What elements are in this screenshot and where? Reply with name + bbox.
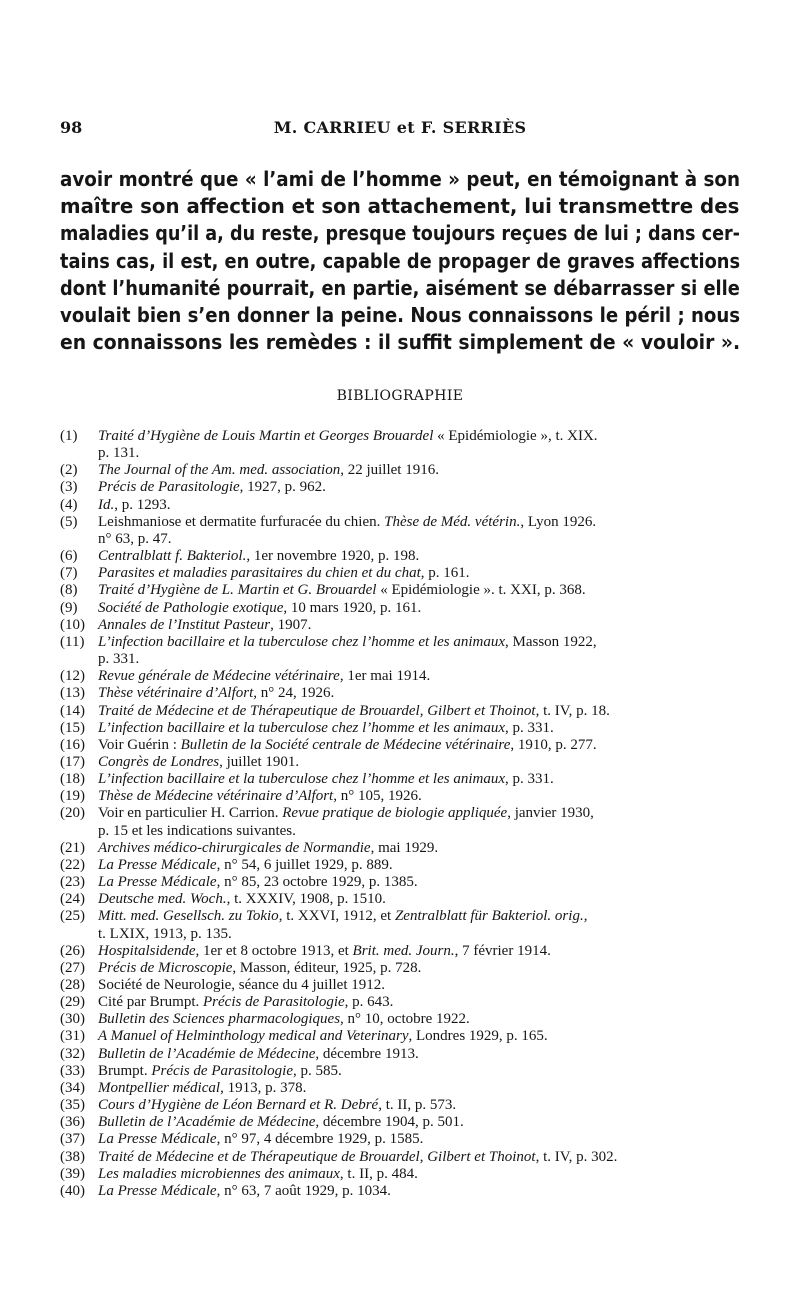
reference-line [98,805,770,822]
bibliography-entry [60,1011,770,1028]
reference-detail: , 1907. [270,616,312,633]
reference-line [98,1166,770,1183]
bibliography-list [60,428,770,1200]
reference-detail: , p. 161. [420,565,470,582]
reference-line [98,1131,770,1148]
reference-detail: Brumpt. [98,1062,152,1079]
bibliography-entry [60,428,770,462]
reference-title: L’infection bacillaire et la tuberculose chez l’homme et les animaux [98,771,505,788]
bibliography-entry [60,737,770,754]
bibliography-entry [60,1131,770,1148]
reference-title: Cours d’Hygiène de Léon Bernard et R. Debré [98,1097,379,1114]
reference-title: A Manuel of Helminthology medical and Veterinary [98,1028,409,1045]
reference-number: (5) [60,513,78,530]
reference-detail: , p. 1293. [114,496,171,513]
reference-detail: t. LXIX, 1913, p. 135. [98,925,232,942]
reference-detail: , 7 février 1914. [454,942,551,959]
reference-detail: , n° 24, 1926. [253,685,335,702]
reference-title: Brit. med. Journ. [352,942,455,959]
reference-title: L’infection bacillaire et la tuberculose chez l’homme et les animaux [98,719,505,736]
bibliography-entry [60,1183,770,1200]
reference-detail: , Lyon 1926. [520,513,597,530]
bibliography-entry [60,1166,770,1183]
bibliography-entry [60,805,770,839]
reference-title: L’infection bacillaire et la tuberculose chez l’homme et les animaux [98,633,505,650]
reference-number: (37) [60,1131,85,1148]
reference-line [98,908,770,925]
bibliography-entry [60,479,770,496]
reference-number: (4) [60,496,78,513]
reference-detail: , n° 10, octobre 1922. [340,1011,470,1028]
reference-line [98,462,770,479]
reference-detail: , t. II, p. 484. [339,1165,418,1182]
reference-number: (36) [60,1114,85,1131]
reference-detail: , t. XXXIV, 1908, p. 1510. [226,891,386,908]
reference-title: Hospitalsidende [98,942,196,959]
reference-title: Précis de Parasitologie [98,479,240,496]
reference-line [98,514,770,531]
reference-line [98,771,770,788]
reference-number: (11) [60,633,85,650]
bibliography-entry [60,600,770,617]
reference-continuation-line [98,531,770,548]
bibliography-entry [60,514,770,548]
reference-number: (8) [60,582,78,599]
running-title: M. CARRIEU et F. SERRIÈS [273,118,527,137]
reference-detail: Cité par Brumpt. [98,994,203,1011]
reference-line [98,548,770,565]
reference-detail: , Masson, éditeur, 1925, p. 728. [232,959,422,976]
reference-line [98,1080,770,1097]
body-line: voulait bien s’en donner la peine. Nous connaissons le péril ; nous [60,303,741,328]
reference-line [98,960,770,977]
reference-title: Précis de Parasitologie [151,1062,293,1079]
reference-detail: , n° 97, 4 décembre 1929, p. 1585. [216,1131,424,1148]
reference-detail: , Masson 1922, [505,633,597,650]
reference-detail: , décembre 1904, p. 501. [315,1114,464,1131]
reference-line [98,1063,770,1080]
reference-number: (10) [60,616,85,633]
reference-line [98,754,770,771]
reference-title: Traité de Médecine et de Thérapeutique de Brouardel, Gilbert et Thoinot [98,1148,536,1165]
reference-detail: , [583,908,588,925]
reference-number: (34) [60,1079,85,1096]
reference-detail: p. 331. [98,651,140,668]
bibliography-entry [60,994,770,1011]
reference-line [98,1097,770,1114]
reference-title: Thèse vétérinaire d’Alfort [98,685,254,702]
reference-detail: Société de Neurologie, séance du 4 juillet 1912. [98,977,385,993]
bibliography-entry [60,1114,770,1131]
reference-line [98,565,770,582]
reference-detail: p. 131. [98,445,140,462]
reference-line [98,977,770,994]
bibliography-entry [60,788,770,805]
bibliography-entry [60,668,770,685]
reference-detail: , n° 105, 1926. [333,788,422,805]
reference-title: La Presse Médicale [98,1131,217,1148]
reference-line [98,479,770,496]
reference-detail: Voir Guérin : [98,736,181,753]
reference-number: (35) [60,1097,85,1114]
reference-line [98,582,770,599]
reference-detail: , mai 1929. [370,839,439,856]
reference-line [98,497,770,514]
reference-detail: , p. 331. [505,771,554,788]
bibliography-entry [60,1028,770,1045]
reference-number: (7) [60,565,78,582]
reference-title: Deutsche med. Woch. [98,891,227,908]
reference-continuation-line [98,651,770,668]
body-line: maladies qu’il a, du reste, presque toujours reçues de lui ; dans cer- [60,221,740,246]
reference-title: Annales de l’Institut Pasteur [98,616,271,633]
body-line: maître son affection et son attachement, lui transmettre des [60,194,740,219]
running-header [60,118,740,142]
reference-line [98,943,770,960]
reference-title: Mitt. med. Gesellsch. zu Tokio [98,908,279,925]
reference-title: The Journal of the Am. med. association [98,462,341,479]
body-line: avoir montré que « l’ami de l’homme » peut, en témoignant à son [60,167,741,191]
page-number: 98 [60,118,83,137]
reference-line [98,1149,770,1166]
reference-title: Archives médico-chirurgicales de Normandie [98,839,371,856]
reference-line [98,1028,770,1045]
reference-number: (19) [60,788,85,805]
reference-line [98,703,770,720]
reference-title: Id. [98,496,115,513]
reference-line [98,634,770,651]
reference-line [98,1114,770,1131]
reference-number: (22) [60,856,85,873]
reference-continuation-line [98,926,770,943]
reference-line [98,788,770,805]
reference-title: Bulletin de la Société centrale de Médecine vétérinaire [180,736,511,753]
reference-number: (12) [60,668,85,685]
reference-number: (21) [60,839,85,856]
reference-line [98,428,770,445]
reference-title: La Presse Médicale [98,856,217,873]
reference-number: (1) [60,428,78,444]
reference-title: Bulletin des Sciences pharmacologiques [98,1011,341,1028]
reference-number: (27) [60,959,85,976]
bibliography-entry [60,703,770,720]
bibliography-entry [60,1063,770,1080]
reference-number: (17) [60,753,85,770]
reference-number: (39) [60,1165,85,1182]
reference-number: (15) [60,719,85,736]
reference-number: (38) [60,1148,85,1165]
reference-detail: , 1910, p. 277. [510,736,597,753]
reference-number: (25) [60,908,85,925]
reference-detail: , juillet 1901. [219,753,300,770]
reference-line [98,617,770,634]
bibliography-entry [60,634,770,668]
bibliography-entry [60,462,770,479]
reference-line [98,840,770,857]
reference-line [98,685,770,702]
reference-number: (29) [60,994,85,1011]
reference-title: Traité d’Hygiène de Louis Martin et Georges Brouardel [98,428,434,444]
reference-line [98,891,770,908]
reference-line [98,720,770,737]
reference-number: (6) [60,548,78,565]
bibliography-entry [60,548,770,565]
reference-title: Bulletin de l’Académie de Médecine [98,1045,316,1062]
reference-detail: , t. XXVI, 1912, et [278,908,395,925]
reference-line [98,600,770,617]
reference-line [98,1183,770,1200]
reference-title: Précis de Microscopie [98,959,233,976]
reference-detail: , t. IV, p. 18. [535,702,610,719]
reference-line [98,857,770,874]
reference-title: Traité d’Hygiène de L. Martin et G. Brouardel [98,582,377,599]
bibliography-entry [60,857,770,874]
reference-line [98,994,770,1011]
reference-number: (3) [60,479,78,496]
reference-line [98,1011,770,1028]
reference-detail: , n° 63, 7 août 1929, p. 1034. [216,1182,391,1199]
reference-continuation-line [98,823,770,840]
reference-detail: Leishmaniose et dermatite furfuracée du chien. [98,513,385,530]
reference-number: (13) [60,685,85,702]
reference-detail: , 1913, p. 378. [220,1079,307,1096]
reference-detail: , 1927, p. 962. [239,479,326,496]
body-paragraph [60,166,740,356]
reference-detail: p. 15 et les indications suivantes. [98,822,296,839]
reference-title: Thèse de Médecine vétérinaire d’Alfort [98,788,334,805]
reference-detail: , p. 585. [293,1062,342,1079]
reference-detail: « Epidémiologie ». t. XXI, p. 368. [376,582,586,599]
reference-number: (30) [60,1011,85,1028]
reference-number: (9) [60,599,78,616]
reference-detail: , p. 331. [505,719,554,736]
reference-title: La Presse Médicale [98,874,217,891]
bibliography-entry [60,685,770,702]
bibliography-entry [60,771,770,788]
reference-number: (16) [60,736,85,753]
bibliography-entry [60,565,770,582]
bibliography-entry [60,840,770,857]
reference-line [98,668,770,685]
reference-continuation-line [98,445,770,462]
reference-number: (40) [60,1182,85,1199]
reference-title: Centralblatt f. Bakteriol. [98,548,247,565]
body-line: dont l’humanité pourrait, en partie, aisément se débarrasser si elle [60,275,740,300]
bibliography-entry [60,1080,770,1097]
bibliography-entry [60,874,770,891]
reference-title: Parasites et maladies parasitaires du chien et du chat [98,565,421,582]
reference-detail: , 10 mars 1920, p. 161. [283,599,422,616]
bibliography-entry [60,497,770,514]
bibliography-entry [60,1046,770,1063]
reference-detail: , 1er et 8 octobre 1913, et [195,942,353,959]
body-line: tains cas, il est, en outre, capable de propager de graves affections [60,248,741,273]
reference-detail: , n° 85, 23 octobre 1929, p. 1385. [216,874,418,891]
bibliography-entry [60,720,770,737]
reference-detail: , t. II, p. 573. [378,1097,457,1114]
reference-title: Revue générale de Médecine vétérinaire [98,668,340,685]
bibliography-entry [60,582,770,599]
bibliography-heading: BIBLIOGRAPHIE [336,388,464,404]
reference-number: (33) [60,1062,85,1079]
reference-number: (32) [60,1045,85,1062]
reference-title: Congrès de Londres [98,753,220,770]
reference-detail: , Londres 1929, p. 165. [408,1028,548,1045]
bibliography-entry [60,977,770,994]
reference-number: (2) [60,462,78,479]
bibliography-entry [60,943,770,960]
reference-detail: Voir en particulier H. Carrion. [98,805,283,822]
reference-number: (31) [60,1028,85,1045]
reference-detail: , 1er novembre 1920, p. 198. [246,548,420,565]
reference-title: Traité de Médecine et de Thérapeutique de Brouardel, Gilbert et Thoinot [98,702,536,719]
reference-title: Revue pratique de biologie appliquée [282,805,508,822]
reference-number: (23) [60,874,85,891]
reference-title: Les maladies microbiennes des animaux [98,1165,340,1182]
reference-number: (18) [60,771,85,788]
reference-number: (14) [60,702,85,719]
reference-title: Montpellier médical [98,1079,221,1096]
reference-detail: , t. IV, p. 302. [535,1148,618,1165]
reference-title: La Presse Médicale [98,1182,217,1199]
bibliography-entry [60,754,770,771]
reference-title: Thèse de Méd. vétérin. [384,513,521,530]
reference-detail: n° 63, p. 47. [98,530,172,547]
body-line: en connaissons les remèdes : il suffit simplement de « vouloir ». [60,330,741,355]
bibliography-entry [60,1149,770,1166]
bibliography-entry [60,1097,770,1114]
bibliography-entry [60,891,770,908]
reference-title: Bulletin de l’Académie de Médecine [98,1114,316,1131]
reference-number: (20) [60,805,85,822]
bibliography-entry [60,960,770,977]
reference-title: Société de Pathologie exotique [98,599,284,616]
reference-detail: , janvier 1930, [507,805,594,822]
reference-detail: , p. 643. [344,994,394,1011]
reference-line [98,874,770,891]
reference-detail: « Epidémiologie », t. XIX. [433,428,598,444]
reference-detail: , 1er mai 1914. [339,668,431,685]
reference-number: (28) [60,977,85,993]
reference-line [98,737,770,754]
reference-number: (26) [60,942,85,959]
reference-title: Zentralblatt für Bakteriol. orig. [394,908,584,925]
reference-number: (24) [60,891,85,908]
reference-detail: , n° 54, 6 juillet 1929, p. 889. [216,856,393,873]
bibliography-entry [60,908,770,942]
reference-title: Précis de Parasitologie [203,994,345,1011]
reference-line [98,1046,770,1063]
reference-detail: , 22 juillet 1916. [340,462,439,479]
bibliography-entry [60,617,770,634]
reference-detail: , décembre 1913. [315,1045,419,1062]
